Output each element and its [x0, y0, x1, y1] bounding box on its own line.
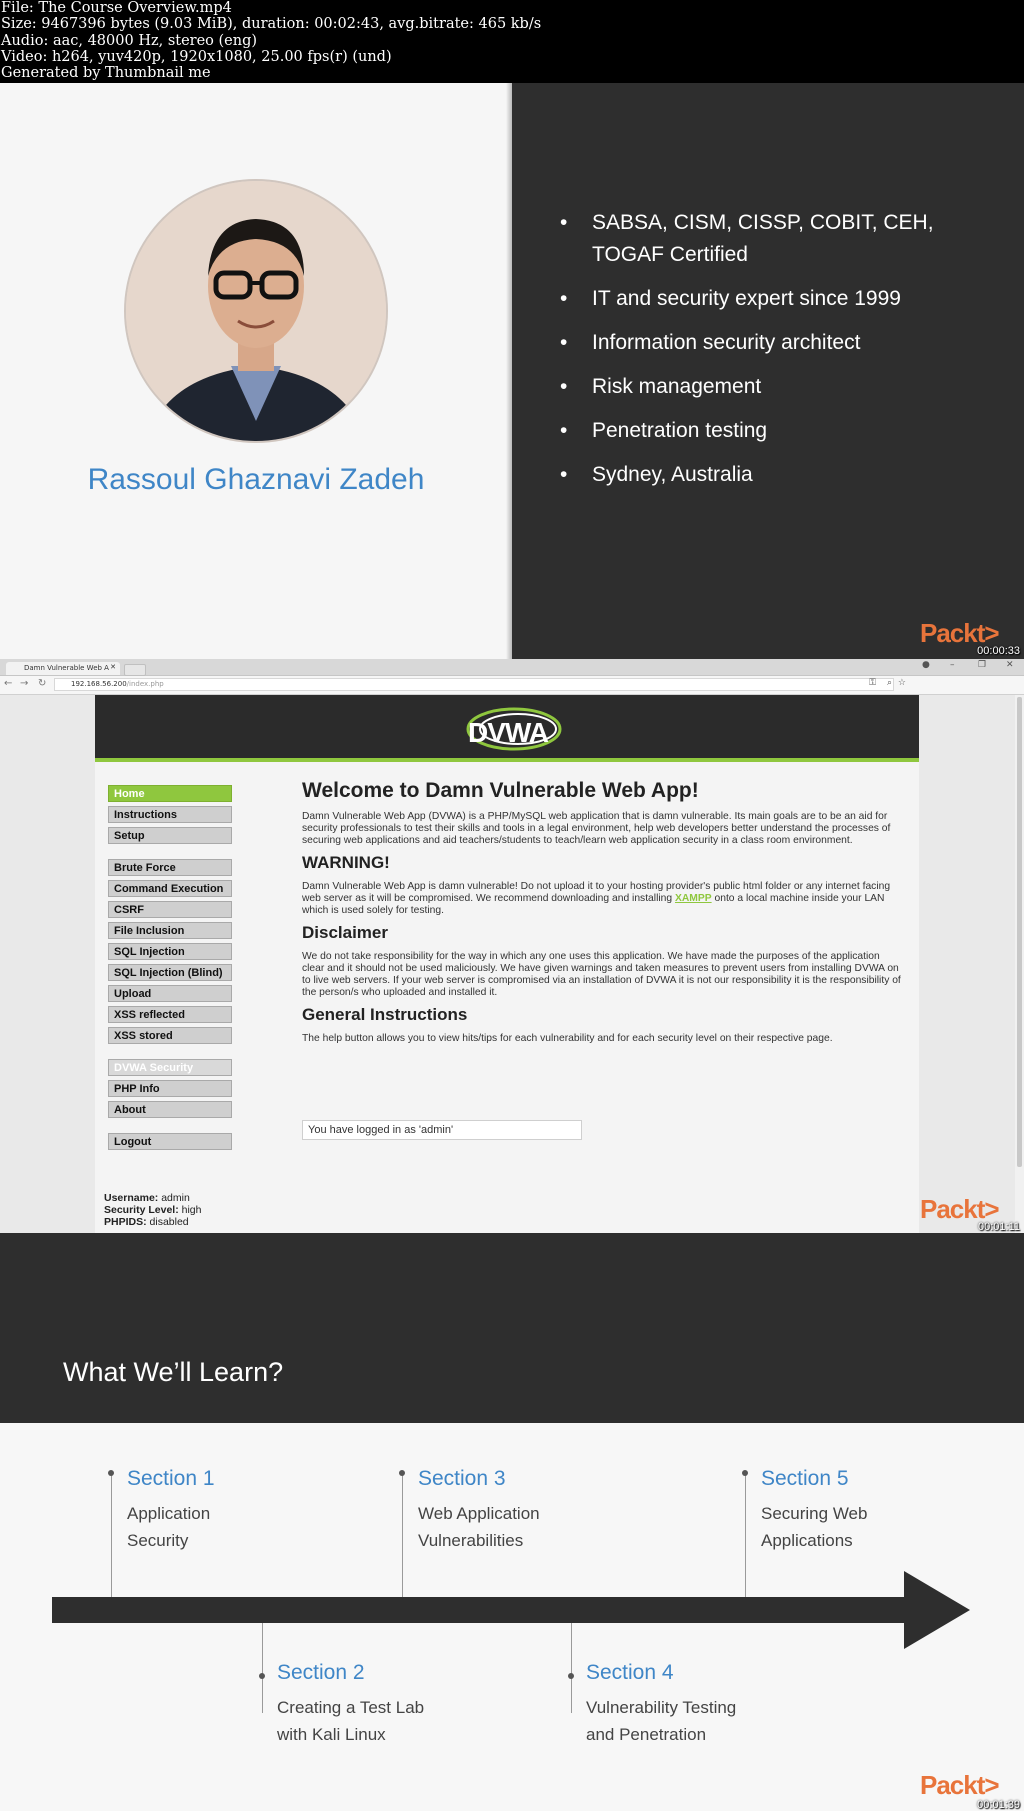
warning-tail: onto a local machine inside your LAN which is used solely for testing. — [302, 893, 885, 916]
warning-heading: WARNING! — [302, 853, 390, 872]
timestamp: 00:00:33 — [977, 645, 1020, 657]
frame-timeline — [0, 1233, 1024, 1811]
file-line: File: The Course Overview.mp4 — [1, 0, 232, 16]
intro-text: Damn Vulnerable Web App (DVWA) is a PHP/MySQL web application that is damn vulnerable. Its main goals are to be an aid for security professionals to test their skills and tools in a legal environment, help web developers better understand the processes of securing web applications and aid teachers/students to teach/learn web application security in a class room environment. — [302, 811, 891, 846]
bio-item: • Sydney, Australia — [560, 459, 980, 491]
minimize-icon[interactable]: – — [950, 660, 955, 670]
username-label: Username: — [104, 1192, 159, 1204]
warning-body: Damn Vulnerable Web App is damn vulnerable! Do not upload it to your hosting provider's public html folder or any internet facing web server as it will be compromised. We recommend downloading and installing — [302, 881, 891, 904]
username-value: admin — [161, 1192, 190, 1204]
section-desc: Applications — [761, 1531, 853, 1550]
section-desc: Web Application — [418, 1504, 540, 1523]
key-icon[interactable]: ⚿ — [869, 678, 876, 688]
menu-logout[interactable]: Logout — [108, 1133, 232, 1150]
tab-title: Damn Vulnerable Web A — [24, 664, 109, 672]
maximize-icon[interactable]: ❐ — [978, 660, 987, 670]
section-desc: Vulnerabilities — [418, 1531, 524, 1550]
menu-upload[interactable]: Upload — [108, 985, 232, 1002]
menu-csrf[interactable]: CSRF — [108, 901, 232, 918]
presenter-name: Rassoul Ghaznavi Zadeh — [87, 463, 425, 496]
section-desc: Vulnerability Testing — [586, 1698, 737, 1717]
section-desc: with Kali Linux — [277, 1725, 386, 1744]
audio-line: Audio: aac, 48000 Hz, stereo (eng) — [1, 32, 258, 49]
close-tab-icon[interactable]: ✕ — [110, 663, 116, 671]
menu-instructions[interactable]: Instructions — [108, 806, 232, 823]
dvwa-logo — [456, 705, 566, 753]
reload-icon[interactable]: ↻ — [38, 678, 47, 689]
bio-item: • Information security architect — [560, 327, 980, 359]
dvwa-logo-text: DVWA — [468, 717, 548, 748]
menu-setup[interactable]: Setup — [108, 827, 232, 844]
logged-in-message: You have logged in as 'admin' — [302, 1120, 582, 1140]
security-level-value: high — [181, 1204, 202, 1216]
section-3 — [418, 1467, 540, 1554]
general-text: The help button allows you to view hits/tips for each vulnerability and for each security level on their respective page. — [302, 1033, 833, 1044]
security-level-label: Security Level: — [104, 1204, 179, 1216]
close-window-icon[interactable]: ✕ — [1006, 660, 1014, 670]
frame-presenter — [0, 83, 1024, 659]
video-info-header — [0, 0, 1024, 83]
video-line: Video: h264, yuv420p, 1920x1080, 25.00 fps(r) (und) — [1, 48, 392, 65]
bio-item: • IT and security expert since 1999 — [560, 283, 980, 315]
menu-sql-injection[interactable]: SQL Injection — [108, 943, 232, 960]
timeline-dot — [568, 1673, 574, 1679]
forward-icon[interactable]: → — [20, 678, 29, 689]
url-host: 192.168.56.200 — [71, 680, 127, 688]
menu-sql-injection-blind[interactable]: SQL Injection (Blind) — [108, 964, 232, 981]
dvwa-content — [302, 779, 902, 1045]
menu-command-execution[interactable]: Command Execution — [108, 880, 232, 897]
size-line: Size: 9467396 bytes (9.03 MiB), duration: 00:02:43, avg.bitrate: 465 kb/s — [1, 16, 542, 33]
timestamp: 00:01:39 — [977, 1799, 1020, 1811]
page-title: Welcome to Damn Vulnerable Web App! — [302, 779, 699, 802]
frame-browser — [0, 659, 1024, 1233]
zoom-icon[interactable]: ⌕ — [886, 678, 892, 688]
menu-about[interactable]: About — [108, 1101, 232, 1118]
browser-tab[interactable] — [6, 662, 120, 675]
section-title: Section 2 — [277, 1661, 365, 1684]
page-scrollbar[interactable] — [1015, 695, 1024, 1233]
presenter-illustration — [126, 181, 386, 441]
dvwa-page — [95, 695, 919, 1233]
user-info — [104, 1192, 201, 1228]
section-2 — [277, 1661, 424, 1748]
new-tab-button[interactable] — [124, 664, 146, 676]
menu-php-info[interactable]: PHP Info — [108, 1080, 232, 1097]
timeline-arrow-icon — [52, 1571, 970, 1649]
section-desc: Creating a Test Lab — [277, 1698, 425, 1717]
disclaimer-text: We do not take responsibility for the way in which any one uses this application. We have made the purposes of the application clear and it should not be used maliciously. We have given warnings and taken measures to prevent users from installing DVWA on to live web servers. If your web server is compromised via an installation of DVWA it is not our responsibility it is the responsibility of the person/s who uploaded and installed it. — [302, 951, 901, 998]
menu-xss-stored[interactable]: XSS stored — [108, 1027, 232, 1044]
menu-xss-reflected[interactable]: XSS reflected — [108, 1006, 232, 1023]
timeline-connector — [571, 1623, 572, 1713]
timestamp: 00:01:11 — [977, 1221, 1020, 1233]
bio-item: • SABSA, CISM, CISSP, COBIT, CEH, TOGAF Certified — [560, 207, 980, 271]
timeline-connector — [402, 1473, 403, 1597]
packt-logo: Packt> — [920, 1194, 999, 1224]
bio-item: • Penetration testing — [560, 415, 980, 447]
phpids-label: PHPIDS: — [104, 1216, 147, 1228]
section-desc: Application — [127, 1504, 211, 1523]
timeline-dot — [108, 1470, 114, 1476]
section-title: Section 5 — [761, 1467, 849, 1490]
bookmark-star-icon[interactable]: ☆ — [897, 678, 906, 688]
timeline-connector — [745, 1473, 746, 1597]
dvwa-menu — [108, 785, 232, 1154]
title-band — [0, 1233, 1024, 1423]
general-heading: General Instructions — [302, 1005, 468, 1024]
section-title: Section 4 — [586, 1661, 674, 1684]
menu-dvwa-security[interactable]: DVWA Security — [108, 1059, 232, 1076]
phpids-value: disabled — [149, 1216, 189, 1228]
url-path: /index.php — [126, 680, 164, 688]
packt-logo: Packt> — [920, 618, 999, 648]
warning-text — [302, 881, 902, 917]
timeline-connector — [262, 1623, 263, 1713]
address-bar-row — [0, 676, 1024, 695]
section-4 — [586, 1661, 736, 1748]
browser-tab-bar — [0, 659, 1024, 676]
slide-title: What We’ll Learn? — [63, 1357, 284, 1387]
packt-logo: Packt> — [920, 1770, 999, 1800]
back-icon[interactable]: ← — [4, 678, 13, 689]
bio-item: • Risk management — [560, 371, 980, 403]
section-title: Section 1 — [127, 1467, 215, 1490]
timeline-dot — [399, 1470, 405, 1476]
section-title: Section 3 — [418, 1467, 506, 1490]
section-desc: Security — [127, 1531, 189, 1550]
profile-icon[interactable]: ● — [922, 660, 930, 670]
timeline-dot — [742, 1470, 748, 1476]
url-input[interactable] — [54, 678, 894, 691]
disclaimer-heading: Disclaimer — [302, 923, 388, 942]
section-1 — [127, 1467, 215, 1554]
bio-list — [560, 207, 980, 503]
section-desc: and Penetration — [586, 1725, 707, 1744]
section-desc: Securing Web — [761, 1504, 868, 1523]
timeline-connector — [111, 1473, 112, 1597]
menu-brute-force[interactable]: Brute Force — [108, 859, 232, 876]
menu-file-inclusion[interactable]: File Inclusion — [108, 922, 232, 939]
presenter-photo — [126, 181, 386, 441]
generator-line: Generated by Thumbnail me — [1, 65, 211, 82]
menu-home[interactable]: Home — [108, 785, 232, 802]
timeline-dot — [259, 1673, 265, 1679]
xampp-link[interactable]: XAMPP — [674, 893, 712, 904]
section-5 — [761, 1467, 867, 1554]
dvwa-header — [95, 695, 919, 762]
scrollbar-thumb[interactable] — [1017, 697, 1022, 1167]
panel-shadow — [506, 83, 512, 659]
